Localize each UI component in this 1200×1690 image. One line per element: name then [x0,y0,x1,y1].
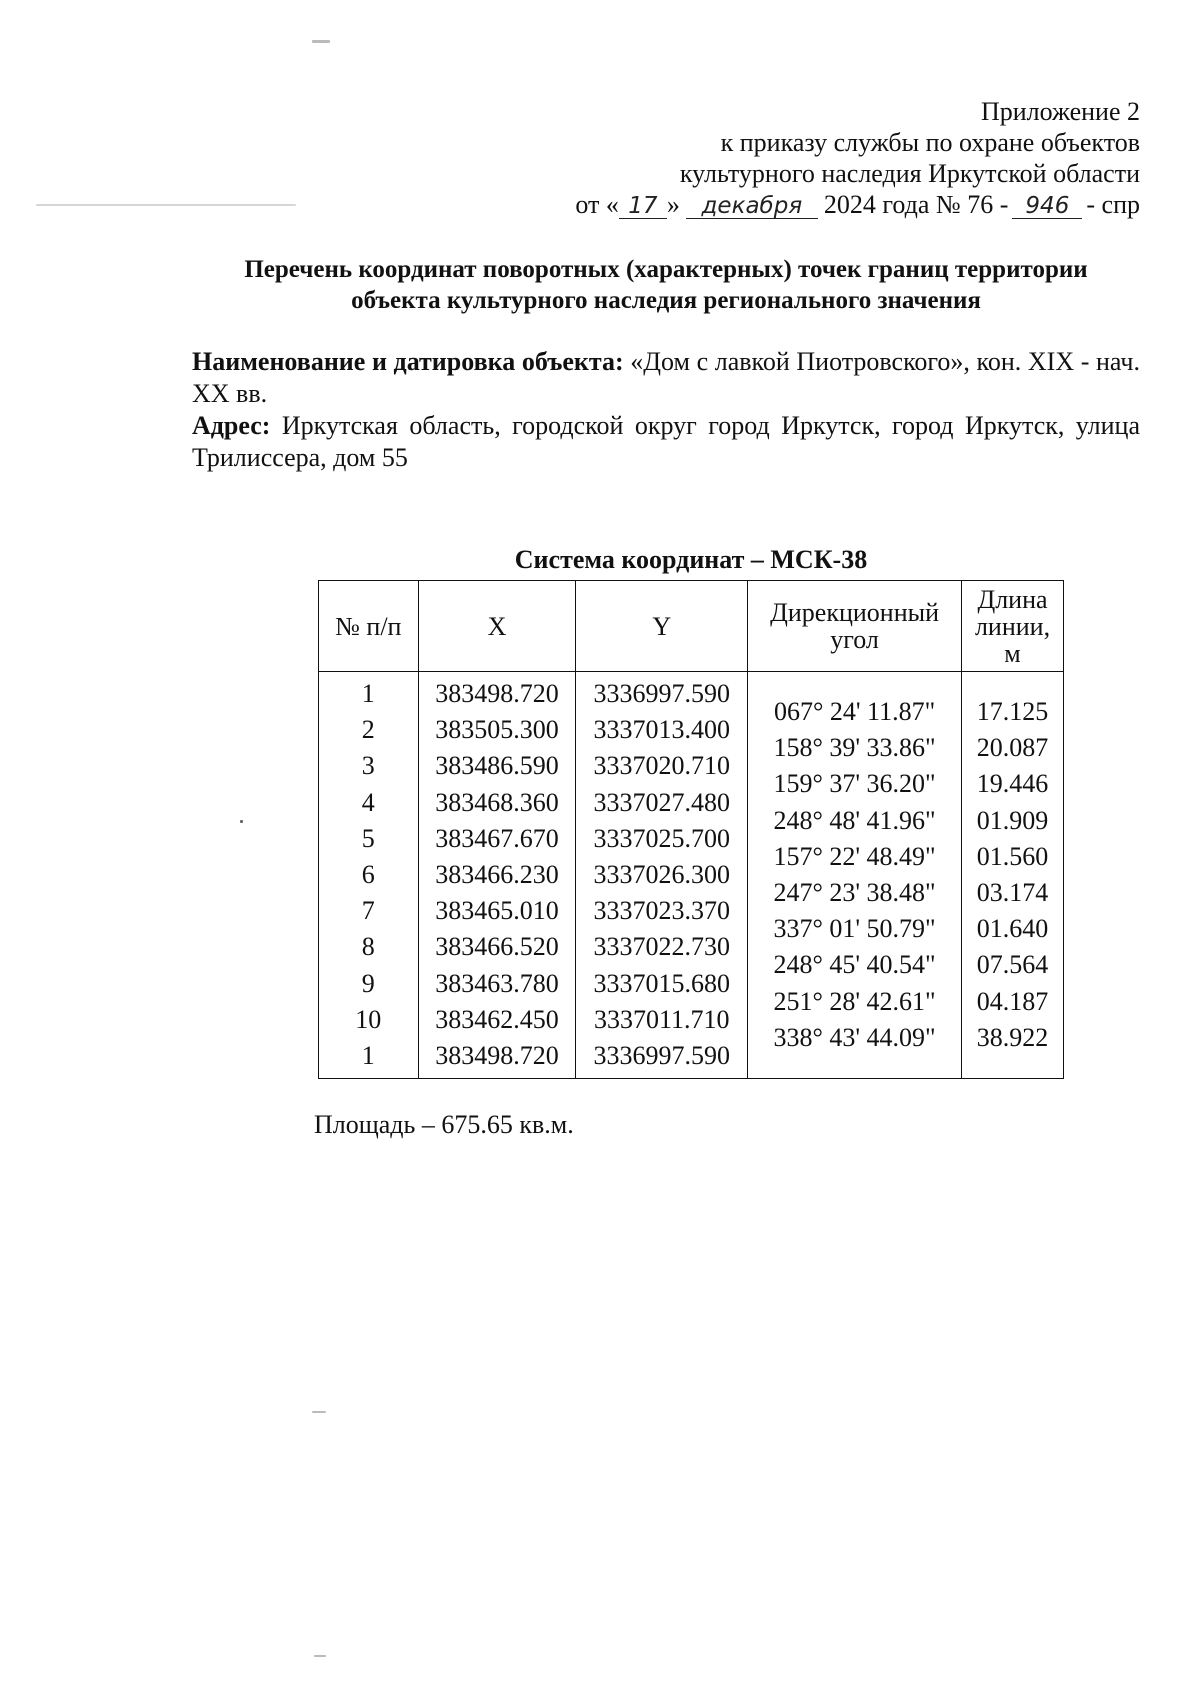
point-number-cell: 4 [361,787,375,817]
y-coordinate-cell: 3336997.590 [593,679,730,708]
order-reference-line: к приказу службы по охране объектов [720,128,1140,157]
object-name [192,346,1140,410]
line-length-cell: 01.560 [976,841,1049,871]
title-line-2: объекта культурного наследия регионального значения [351,287,981,314]
point-number-cell: 9 [361,968,375,998]
order-suffix: - спр [1086,190,1140,219]
authority-line: культурного наследия Иркутской области [679,159,1140,188]
table-header-row [319,581,1064,672]
handwritten-month: декабря [686,194,818,219]
scan-speck [312,40,330,43]
direction-angle-cell: 157° 22' 48.49" [773,841,936,871]
x-coordinate-cell: 383462.450 [435,1004,559,1034]
header-length: Длина линии, м [962,581,1064,672]
header-angle: Дирекционный угол [748,581,962,672]
object-name-value: «Дом с лавкой Пиотровского», кон. XIX - нач. XX вв. [192,347,1140,408]
point-number-cell: 1 [361,679,375,708]
x-coordinate-cell: 383467.670 [435,823,559,853]
line-length-cell: 38.922 [976,1022,1049,1052]
date-prefix: от « [575,190,619,219]
y-coordinate-cell: 3337025.700 [593,823,730,853]
document-title [192,254,1140,316]
x-coordinate-cell: 383498.720 [435,1040,559,1070]
area-total: Площадь – 675.65 кв.м. [314,1110,574,1139]
order-date-line [575,189,1140,220]
x-coordinate-cell: 383505.300 [435,715,559,745]
y-coordinate-cell: 3337023.370 [593,896,730,926]
x-coordinate-cell: 383486.590 [435,751,559,781]
x-coordinate-cell: 383498.720 [435,679,559,708]
y-coordinate-cell: 3337013.400 [593,715,730,745]
direction-angle-cell: 067° 24' 11.87" [773,697,936,726]
x-coordinate-column [419,676,576,1074]
object-address [192,410,1140,474]
header-y: Y [576,581,748,672]
x-coordinate-cell: 383463.780 [435,968,559,998]
line-length-column [962,676,1063,1056]
handwritten-order-number: 946 [1012,194,1082,219]
y-coordinate-cell: 3337026.300 [593,859,730,889]
x-coordinate-cell: 383468.360 [435,787,559,817]
point-number-cell: 1 [361,1040,375,1070]
point-number-cell: 6 [361,859,375,889]
line-length-cell: 17.125 [976,697,1049,726]
line-length-cell: 03.174 [976,877,1049,907]
y-coordinate-cell: 3337020.710 [593,751,730,781]
date-year: 2024 года № 76 - [823,190,1009,219]
point-number-cell: 7 [361,896,375,926]
x-coordinate-cell: 383466.230 [435,859,559,889]
object-info [192,346,1140,474]
address-value: Иркутская область, городской округ город Иркутск, город Иркутск, улица Трилиссера, дом 55 [192,411,1141,472]
line-length-cell: 19.446 [976,769,1049,799]
direction-angle-cell: 338° 43' 44.09" [773,1022,936,1052]
point-number-cell: 3 [361,751,375,781]
table-body-row [319,672,1064,1079]
point-number-column [319,676,418,1074]
point-number-cell: 2 [361,715,375,745]
table-caption: Система координат – МСК-38 [514,545,868,574]
header-number: № п/п [319,581,419,672]
y-coordinate-cell: 3336997.590 [593,1040,730,1070]
line-length-cell: 01.909 [976,805,1049,835]
address-label: Адрес: [192,411,271,440]
direction-angle-cell: 251° 28' 42.61" [773,986,936,1016]
appendix-title: Приложение 2 [980,97,1140,126]
y-coordinate-cell: 3337027.480 [593,787,730,817]
scan-speck [312,1411,326,1413]
scan-speck [240,820,243,823]
handwritten-day: 17 [619,194,667,219]
line-length-cell: 04.187 [976,986,1049,1016]
direction-angle-cell: 158° 39' 33.86" [773,733,936,763]
direction-angle-cell: 337° 01' 50.79" [773,914,936,944]
title-line-1: Перечень координат поворотных (характерных) точек границ территории [244,256,1088,283]
line-length-cell: 01.640 [976,914,1049,944]
line-length-cell: 07.564 [976,950,1049,980]
point-number-cell: 8 [361,932,375,962]
coordinates-table [318,580,1064,1079]
y-coordinate-cell: 3337015.680 [593,968,730,998]
scan-speck [314,1655,326,1657]
object-name-label: Наименование и датировка объекта: [192,347,624,376]
direction-angle-cell: 159° 37' 36.20" [773,769,936,799]
point-number-cell: 5 [361,823,375,853]
y-coordinate-column [576,676,747,1074]
scan-speck [36,204,296,206]
direction-angle-column [748,676,961,1056]
direction-angle-cell: 248° 48' 41.96" [773,805,936,835]
x-coordinate-cell: 383466.520 [435,932,559,962]
header-x: X [418,581,576,672]
appendix-header [575,96,1140,220]
y-coordinate-cell: 3337022.730 [593,932,730,962]
x-coordinate-cell: 383465.010 [435,896,559,926]
date-mid: » [666,190,680,219]
direction-angle-cell: 248° 45' 40.54" [773,950,936,980]
point-number-cell: 10 [355,1004,382,1034]
y-coordinate-cell: 3337011.710 [593,1004,730,1034]
direction-angle-cell: 247° 23' 38.48" [773,877,936,907]
line-length-cell: 20.087 [976,733,1049,763]
